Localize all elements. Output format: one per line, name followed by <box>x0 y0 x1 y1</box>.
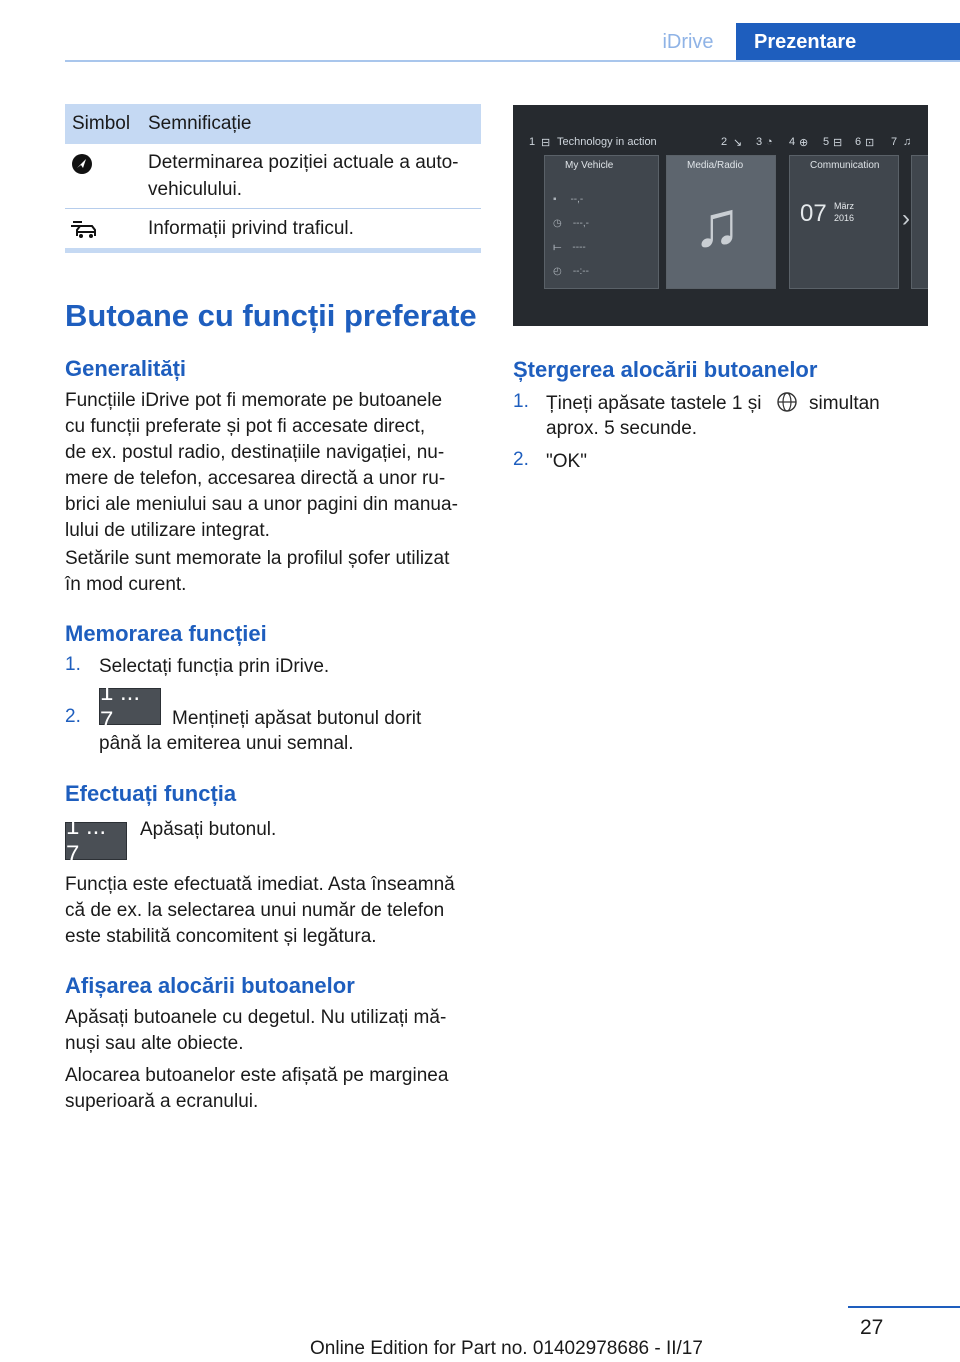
car-icon: ⊟ <box>541 137 551 149</box>
tile-label: Communication <box>810 160 880 171</box>
favorites-bar <box>513 133 928 151</box>
date-year: 2016 <box>834 213 855 223</box>
page-number: 27 <box>860 1316 884 1339</box>
tile-my-vehicle <box>544 155 659 289</box>
reading: ---- <box>572 242 586 253</box>
text-line: Setările sunt memorate la profilul șofer utilizat <box>65 548 450 569</box>
tile-partial <box>911 155 928 289</box>
col-symbol-header: Simbol <box>72 113 131 134</box>
store-step-2-cont: până la emiterea unui semnal. <box>99 733 354 754</box>
section-heading-execute: Efectuați funcția <box>65 781 237 806</box>
row-divider <box>65 208 481 209</box>
date-day: 07 <box>800 200 827 227</box>
page-title: Butoane cu funcții preferate <box>65 298 477 333</box>
header-divider <box>65 60 960 62</box>
tab-prezentare[interactable]: Prezentare <box>736 23 960 61</box>
favorite-key-button: 1 ... 7 <box>65 822 127 860</box>
delete-step-1: Țineți apăsate tastele 1 și <box>546 393 762 414</box>
music-note-icon: ♫ <box>693 188 741 260</box>
text-line: Funcțiile iDrive pot fi memorate pe butoanele <box>65 390 443 411</box>
bar-number: 4 <box>789 136 796 148</box>
text-line: nuși sau alte obiecte. <box>65 1033 244 1054</box>
store-step-1: Selectați funcția prin iDrive. <box>99 656 330 677</box>
delete-step-1-line2: aprox. 5 secunde. <box>546 418 698 439</box>
footer-divider <box>848 1306 960 1308</box>
tile-label: My Vehicle <box>565 160 614 171</box>
bar-number: 6 <box>855 136 862 148</box>
text-line: în mod curent. <box>65 574 187 595</box>
text-line: de ex. postul radio, destinațiile navigației, nu‐ <box>65 442 445 463</box>
press-instruction: Apăsați butonul. <box>140 819 277 840</box>
text-line: mere de telefon, accesarea directă a unor ru‐ <box>65 468 446 489</box>
globe-icon: ⊕ <box>799 137 809 149</box>
bar-number: 2 <box>721 136 728 148</box>
text-line: Funcția este efectuată imediat. Asta înseamnă <box>65 874 455 895</box>
text-line: brici ale meniului sau a unor pagini din manua‐ <box>65 494 458 515</box>
bar-number: 7 <box>891 136 898 148</box>
text-line: lului de utilizare integrat. <box>65 520 270 541</box>
globe-key-icon <box>776 391 798 413</box>
section-heading-delete: Ștergerea alocării butoanelor <box>513 357 818 382</box>
bar-number: 3 <box>756 136 763 148</box>
reading: ---,- <box>572 218 589 229</box>
table-row: Informații privind traficul. <box>148 218 354 239</box>
text-line: cu funcții preferate și pot fi accesate direct, <box>65 416 426 437</box>
step-number: 1. <box>65 654 81 675</box>
bar-number: 1 <box>529 136 536 148</box>
col-meaning-header: Semnificație <box>148 113 252 134</box>
music-icon: ♫ <box>903 136 912 148</box>
section-heading-general: Generalități <box>65 356 187 381</box>
general-paragraph <box>65 388 485 544</box>
tile-readings: ▪ --,- ◷ ---,- ⟝ ---- ◴ --:-- <box>553 194 589 277</box>
step-number: 2. <box>65 706 81 727</box>
tile-label: Media/Radio <box>687 160 744 171</box>
bar-title: Technology in action <box>557 136 657 148</box>
nav-icon: ↘ <box>733 137 743 149</box>
nav-icon: ◔ <box>766 136 773 148</box>
profile-paragraph <box>65 546 485 598</box>
traffic-car-icon <box>70 218 100 240</box>
text-line: superioară a ecranului. <box>65 1091 259 1112</box>
text-line: Alocarea butoanelor este afișată pe marginea <box>65 1065 449 1086</box>
display-paragraph-1 <box>65 1005 485 1057</box>
reading: --,- <box>570 194 584 205</box>
navigation-arrow-icon <box>71 153 93 175</box>
chevron-right-icon: › <box>902 205 910 232</box>
tile-communication <box>789 155 899 289</box>
footer-edition: Online Edition for Part no. 01402978686 - II/17 <box>310 1338 703 1359</box>
car-icon: ⊟ <box>833 137 843 149</box>
favorite-key-button: 1 ... 7 <box>99 688 161 725</box>
bar-number: 5 <box>823 136 830 148</box>
row-text-line: vehiculului. <box>148 179 242 200</box>
delete-step-1-cont: simultan <box>809 393 880 414</box>
tab-idrive[interactable]: iDrive <box>662 30 714 53</box>
step-number: 2. <box>513 449 529 470</box>
store-step-2: Mențineți apăsat butonul dorit <box>172 708 422 729</box>
display-paragraph-2 <box>65 1063 485 1115</box>
execute-paragraph <box>65 872 485 950</box>
section-heading-store: Memorarea funcției <box>65 621 267 646</box>
date-month: März <box>834 201 854 211</box>
row-text-line: Determinarea poziției actuale a auto‐ <box>148 152 459 173</box>
step-number: 1. <box>513 391 529 412</box>
phone-icon: ⊡ <box>865 137 875 149</box>
text-line: este stabilită concomitent și legătura. <box>65 926 377 947</box>
text-line: Apăsați butoanele cu degetul. Nu utilizați mă‐ <box>65 1007 447 1028</box>
delete-step-2: "OK" <box>546 451 587 472</box>
idrive-screen-image <box>513 105 928 326</box>
table-bottom-bar <box>65 248 481 253</box>
tile-media-radio <box>666 155 776 289</box>
text-line: că de ex. la selectarea unui număr de telefon <box>65 900 445 921</box>
table-row <box>148 149 459 203</box>
section-heading-display: Afișarea alocării butoanelor <box>65 973 355 998</box>
reading: --:-- <box>572 266 589 277</box>
